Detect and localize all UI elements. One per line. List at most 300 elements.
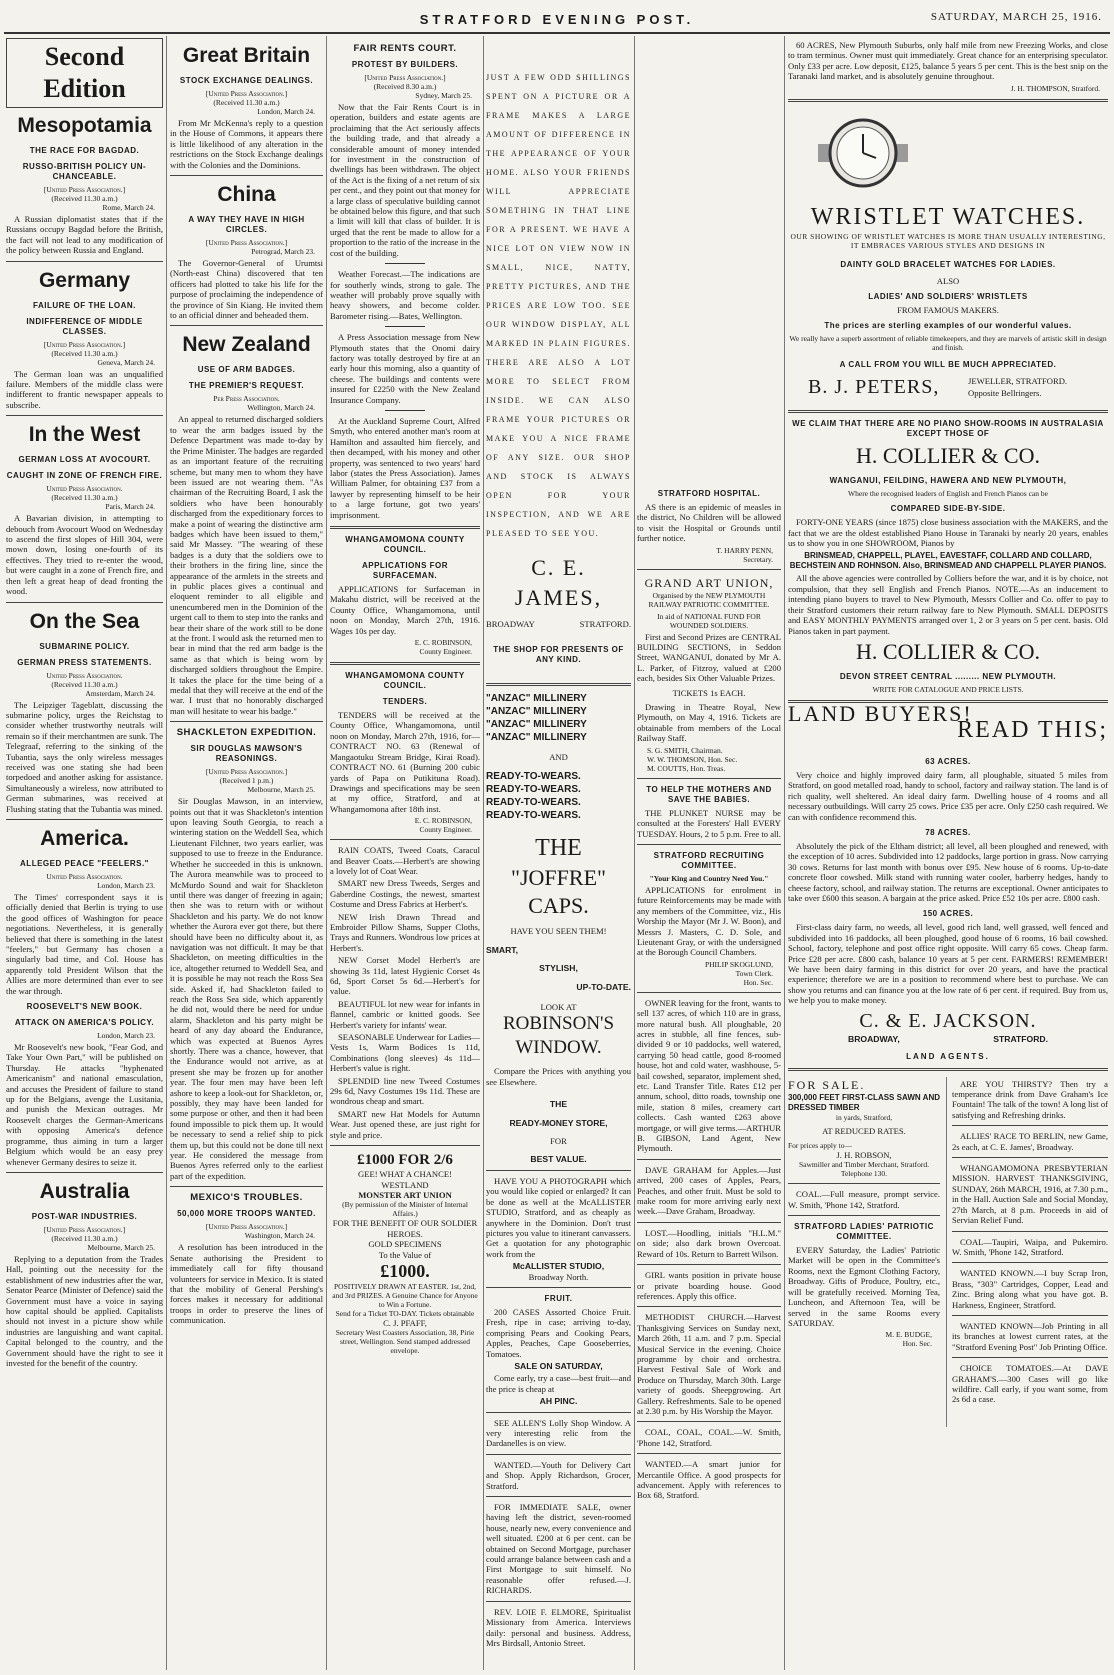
- divider: [637, 1159, 781, 1160]
- timber-rates: AT REDUCED RATES.: [822, 1126, 906, 1137]
- dateline: London, March 24.: [257, 107, 315, 116]
- section-title: Germany: [38, 268, 131, 292]
- divider: [637, 1222, 781, 1223]
- notice-body: THE PLUNKET NURSE may be consulted at the Foresters' Hall EVERY TUESDAY. Hours, 2 to 5 p.m. Free to all.: [637, 807, 781, 839]
- land-buyers-line1: LAND BUYERS!: [788, 700, 973, 726]
- store-name: READY-MONEY STORE,: [509, 1117, 608, 1128]
- peters-sig: [788, 374, 1108, 404]
- notice-body: APPLICATIONS for enrolment in future Reinforcements may be made with any members of the Committee, viz., His Worship the Mayor (Mr J. W. Boon), and Messrs J. Masters, C. D. Sole, and Lieutenant Gray, or with the undersigned at the Borough Council Chambers.: [637, 884, 781, 958]
- article-body: The Governor-General of Urumtsi (North-east China) discovered that ten officers had plotted to take his life for the purpose of proclaiming the independence of the province of Sin Kiang. He invited them to an official dinner and beheaded them.: [170, 258, 323, 321]
- lottery-line: Secretary West Coasters Association, 38, Pirie street, Wellington. Send stamped addressed envelope.: [335, 1328, 475, 1356]
- land-agent: J. H. THOMPSON, Stratford.: [1010, 83, 1100, 93]
- received-time: (Received 11.30 a.m.): [213, 98, 280, 107]
- dateline: Sydney, March 25.: [415, 91, 472, 100]
- farm-description: First-class dairy farm, no weeds, all level, good rich land, well grassed, well fenced and subdivided into 16 paddocks, all been ploughed, good house of 6 rooms, 16 bail cowshed. School, factory, telephone and post office right opposite. Will carry 65 cows. Cheap farm. Price £28 per acre. £800 cash, balance 10 years at 5 per cent. FARMERS! REMEMBER! We have been dairy farming in this district for over 20 years, and have the practical experience; therefore we are in a position to recommend where best to purchase. We can show you returns and can finance you at the low rate of 6 per cent. if required. Buy from us, we help you to make money.: [788, 922, 1108, 1006]
- signature-title: County Engineer.: [419, 825, 472, 835]
- collier-makers: BRINSMEAD, CHAPPELL, PLAYEL, EAVESTAFF, COLLARD AND COLLARD, BECHSTEIN AND ROHNSON. Also, BRINSMEAD AND CHAPPELL PLAYER PIANOS.: [789, 550, 1107, 571]
- peters-name: B. J. PETERS,: [808, 376, 940, 399]
- divider: [330, 662, 480, 665]
- section-title: On the Sea: [29, 609, 140, 633]
- small-ad: WHANGAMOMONA PRESBYTERIAN MISSION. HARVEST THANKSGIVING, SUNDAY, 26th MARCH, 1916, at 7.30 p.m., in the Hall. Auction Sale and Social Monday, 27th March, at 8 p.m. Proceeds in aid of Servian Relief Fund.: [952, 1163, 1108, 1226]
- collier-name: H. COLLIER & CO.: [856, 443, 1040, 469]
- article-body: Now that the Fair Rents Court is in operation, builders and estate agents are proclaiming that the Act seriously affects the building trade, and that already a considerable amount of money intended for investment in the construction of dwellings has been withdrawn. The object of the Act is the fixing of a net return of six per cent., and they point out that money for a large class of speculative building cannot be obtained below this figure, and that such a limit will kill that class of builder. It is urged that the rent be made to allow for a proportion to the ratio of the increase in the cost of the building.: [330, 102, 480, 258]
- received-time: (Received 11.30 a.m.): [51, 194, 118, 203]
- notice-subheading: APPLICATIONS FOR SURFACEMAN.: [361, 561, 449, 581]
- lottery-line: Send for a Ticket TO-DAY. Tickets obtainable: [335, 1308, 475, 1318]
- column-rule: [326, 36, 327, 1670]
- headline: ROOSEVELT'S NEW BOOK.: [26, 1002, 143, 1012]
- article-body: A Bavarian division, in attempting to debouch from Avocourt Wood on Wednesday to ascend the first slopes of Hill 304, were mown down, losing one-fourth of its effectives. They tried to re-enter the wood, but were caught in a zone of French fire, and then left a great heap of dead fronting the wood.: [6, 513, 163, 597]
- dateline: Melbourne, March 25.: [247, 785, 315, 795]
- received-time: (Received 11.30 a.m.): [51, 493, 118, 503]
- timber-trade: Sawmiller and Timber Merchant, Stratford. Telephone 130.: [799, 1160, 929, 1179]
- divider: [170, 721, 323, 722]
- section-title: In the West: [28, 423, 141, 447]
- masthead: [0, 0, 1114, 34]
- small-ad: COAL.—Full measure, prompt service. W. Smith, 'Phone 142, Stratford.: [788, 1189, 940, 1210]
- subheadline: GERMAN PRESS STATEMENTS.: [17, 657, 152, 667]
- notice-body: EVERY Saturday, the Ladies' Patriotic Market will be open in the Committee's Rooms, next the Egmont Clothing Factory, Broadway. Gifts of Produce, Poultry, etc., will be gratefully received. Morning Tea, Luncheon, and Afternoon Tea, will be served in the same Rooms every SATURDAY.: [788, 1245, 940, 1328]
- herbert-ad: BEAUTIFUL lot new wear for infants in flannel, cambric or knitted goods. See Herbert's variety for infants' wear.: [330, 998, 480, 1030]
- land-ad: 60 ACRES, New Plymouth Suburbs, only half mile from new Freezing Works, and close to tram terminus. Owner must quit immediately. Great chance for an enterprising speculator. Only £33 per acre. Low deposit, £125, balance 5 years 5 per cent. This is the best snip on the Taranaki land market, and is absolutely genuine throughout.: [788, 40, 1108, 82]
- fruit-body: 200 CASES Assorted Choice Fruit. Fresh, ripe in case; arriving to-day, comprising Pears and Cooking Pears, Apples, Peaches, Cape Gooseberries, Tomatoes.: [486, 1306, 631, 1359]
- column-6: [788, 38, 1108, 1668]
- received-time: (Received 8.30 a.m.): [373, 82, 437, 91]
- dateline: London, March 23.: [97, 880, 155, 890]
- herbert-ad: RAIN COATS, Tweed Coats, Caracul and Beaver Coats.—Herbert's are showing a lovely lot of Coat Wear.: [330, 845, 480, 876]
- stylish-text: STYLISH,: [539, 963, 578, 974]
- dateline: Melbourne, March 25.: [87, 1242, 155, 1252]
- divider: [788, 1183, 940, 1184]
- divider: [637, 1306, 781, 1307]
- robinsons: ROBINSON'S: [502, 1013, 615, 1035]
- small-ad: ALLIES' RACE TO BERLIN, new Game, 2s each, at C. E. James', Broadway.: [952, 1131, 1108, 1152]
- land-buyers-title: [788, 700, 1108, 751]
- news-item: A Press Association message from New Plymouth states that the Onomi dairy factory was totally destroyed by fire at an early hour this morning, also a quantity of cheese. The buildings and contents were insured for £2250 with the New Zealand Insurance Company.: [330, 332, 480, 405]
- divider: [6, 1172, 163, 1173]
- article-body: A resolution has been introduced in the Senate authorising the President to immediately call for fifty thousand volunteers for service in Mexico. It is stated that the mobility of General Pershing's forces makes it necessary for additional troops in order to preserve the lines of communication.: [170, 1242, 323, 1326]
- headline: FAILURE OF THE LOAN.: [33, 300, 136, 310]
- divider: [6, 819, 163, 820]
- bottom-ads: [788, 1077, 1108, 1427]
- column-5: [637, 38, 781, 1668]
- small-ad: ARE YOU THIRSTY? Then try a temperance drink from Dave Graham's Ice Fountain! The talk of the town! A long list of satisfying and Refreshing drinks.: [952, 1078, 1108, 1120]
- divider: [330, 839, 480, 840]
- recruit-quote: "Your King and Country Need You.": [649, 873, 769, 883]
- divider: [637, 1421, 781, 1422]
- wristwatch-illustration: [818, 108, 908, 198]
- fruit-heading: FRUIT.: [544, 1293, 573, 1303]
- utd-text: UP-TO-DATE.: [576, 981, 631, 992]
- second-edition-banner: Second Edition: [6, 38, 163, 108]
- headline: THE RACE FOR BAGDAD.: [29, 146, 140, 155]
- section-title: America.: [40, 826, 129, 850]
- divider: [170, 175, 323, 176]
- lottery-amount: £1000.: [380, 1260, 430, 1281]
- small-ad: FOR IMMEDIATE SALE, owner having left the district, seven-roomed house, nearly new, every convenience and well situated. £200 at 6 per cent. can be obtained on Second Mortgage, purchaser could arrange balance between cash and a First Mortgage to suit himself. No reasonable offer refused.—J. RICHARDS.: [486, 1502, 631, 1596]
- wristlet-body: We really have a superb assortment of reliable timekeepers, and they are marvels of artistic skill in design and finish.: [789, 334, 1107, 353]
- headline: POST-WAR INDUSTRIES.: [31, 1211, 138, 1221]
- joffre-name: "JOFFRE": [511, 865, 606, 891]
- joffre-caps: CAPS.: [528, 893, 589, 919]
- window: WINDOW.: [515, 1037, 602, 1059]
- officer: W. W. THOMSON, Hon. Sec.: [647, 754, 738, 764]
- art-union-title: GRAND ART UNION,: [644, 575, 774, 590]
- lottery-line: FOR THE BENEFIT OF OUR SOLDIER HEROES.: [332, 1218, 478, 1239]
- divider: [637, 778, 781, 779]
- column-rule: [784, 36, 785, 1670]
- article-body: An appeal to returned discharged soldiers to wear the arm badges issued by the Defence Department was made to-day by the Prime Minister. The badges are regarded as an important feature of the recruiting scheme, but many men to whom they have been issued are not wearing them. "As chairman of the Recruiting Board, I ask the soldiers who have been honourably discharged from the expeditionary forces to make a point of wearing the distinctive arm badges which have been issued to them," said Mr Massey. "The wearing of these badges is a duty that the soldiers owe to their brothers in the firing line, since the appearance of the armlets in the streets and in public places gives a continual and eloquent reminder to all eligible and unencumbered men in the Dominion of the urgent call to them to step into the ranks and bear their share of the work still to be done at the front. I would ask the returned men to bear in mind that the red arm badge is the same as that which is being worn by discharged soldiers throughout the Empire. It takes the place for the time being of a medal that they will receive at the end of the war. I trust that no honorably discharged man will hesitate to wear his badge.": [170, 414, 323, 716]
- section-title: Australia: [39, 1179, 130, 1203]
- signature-title: Hon. Sec.: [902, 1339, 932, 1349]
- divider: [170, 1186, 323, 1187]
- article-body: The German loan was an unqualified failure. Members of the middle class were indifferent to frantic newspaper appeals to subscribe.: [6, 368, 163, 410]
- lottery-line: C. J. PFAFF,: [383, 1317, 427, 1328]
- farm-acreage: 63 ACRES.: [925, 756, 971, 766]
- dateline: London, March 23.: [97, 1031, 155, 1041]
- headline: A WAY THEY HAVE IN HIGH CIRCLES.: [188, 215, 305, 235]
- signature-title: Town Clerk.: [735, 968, 773, 978]
- divider: [6, 415, 163, 416]
- timber-apply: For prices apply to—: [788, 1140, 852, 1150]
- herbert-ad: SEASONABLE Underwear for Ladies—Vests 1s, Warm Bodices 1s 11d, Combinations (long sleeves) 4s 11d—Herbert's value is right.: [330, 1032, 480, 1074]
- land-buyers-line2: READ THIS;: [957, 716, 1108, 743]
- press-credit: Per Press Association.: [213, 394, 280, 404]
- divider: [637, 844, 781, 845]
- best-value: BEST VALUE.: [530, 1154, 587, 1165]
- divider: [788, 99, 1108, 102]
- divider: [486, 683, 631, 686]
- divider: [486, 1170, 631, 1171]
- subheadline: ATTACK ON AMERICA'S POLICY.: [14, 1018, 155, 1028]
- look-at: LOOK AT: [540, 1002, 577, 1013]
- for-text: FOR: [550, 1136, 567, 1147]
- divider: [952, 1315, 1108, 1316]
- received-time: (Received 11.30 a.m.): [51, 1233, 118, 1243]
- art-union-aid: In aid of NATIONAL FUND FOR WOUNDED SOLDIERS.: [657, 611, 761, 630]
- dateline: Amsterdam, March 24.: [85, 688, 155, 698]
- timber-merchant: J. H. ROBSON,: [836, 1149, 892, 1160]
- small-ad: COAL, COAL, COAL.—W. Smith, 'Phone 142, Stratford.: [637, 1427, 781, 1448]
- divider: [486, 1287, 631, 1288]
- collier-where: Where the recognised leaders of English and French Pianos can be: [848, 489, 1048, 499]
- small-ad: REV. LOIE F. ELMORE, Spiritualist Missionary from America. Interviews daily: personal and business. Address, Mrs Birdsall, Antonio Street.: [486, 1606, 631, 1648]
- divider: [952, 1357, 1108, 1358]
- herbert-ad: NEW Corset Model Herbert's are showing 3s 11d, latest Hygienic Corset 4s 6d, Sport Corset 5s 6d.—Herbert's for value.: [330, 955, 480, 997]
- wristlet-line: DAINTY GOLD BRACELET WATCHES FOR LADIES.: [840, 259, 1056, 269]
- officer: M. COUTTS, Hon. Treas.: [647, 763, 726, 773]
- received-time: (Received 1 p.m.): [219, 776, 274, 786]
- divider: [6, 602, 163, 603]
- article-body: The Times' correspondent says it is officially denied that Berlin is trying to use the good offices of Washington for peace negotiations. Nevertheless, it is generally believed that there is something in the latest "feelers," but Germany has chosen a singularly bad time, and Col. House has apparently told President Wilson that the Allies are more determined than ever to see the war through.: [6, 891, 163, 996]
- notice-body: AS there is an epidemic of measles in the district, No Children will be allowed to visit the Hospital or Grounds until further notice.: [637, 502, 781, 544]
- collier-body: All the above agencies were controlled by Colliers before the war, and it is by choice, not compulsion, that they sell English and French Pianos. NOTE.—As an inducement to intending piano buyers to travel to New Plymouth, Messrs Collier and Co. offer to pay to their Stratford customers their return railway fare to New Plymouth. SMALL DEPOSITS and EASY MONTHLY PAYMENTS arranged over 1, 2 or 3 years on 5 per cent. basis. Old Pianos taken in part payment.: [788, 573, 1108, 636]
- notice-heading: TO HELP THE MOTHERS AND SAVE THE BABIES.: [646, 784, 772, 804]
- divider: [330, 526, 480, 529]
- press-credit: [United Press Association.]: [205, 767, 288, 777]
- anzac-line: "ANZAC" MILLINERY: [486, 706, 587, 717]
- art-union-body: First and Second Prizes are CENTRAL BUILDING SECTIONS, in Seddon Street, WANGANUI, donated by Mr A. L. Parker, of Fitzroy, valued at £200 each, besides Six Other Valuable Prizes.: [637, 631, 781, 684]
- lottery-line: WESTLAND: [381, 1179, 429, 1190]
- section-title: Mesopotamia: [17, 114, 152, 137]
- divider: [6, 261, 163, 262]
- lottery-ad: [330, 1151, 480, 1355]
- wristlet-call: A CALL FROM YOU WILL BE MUCH APPRECIATED.: [839, 360, 1057, 370]
- officer: S. G. SMITH, Chairman.: [647, 745, 723, 755]
- small-ad: COAL—Taupiri, Waipa, and Pukemiro. W. Smith, 'Phone 142, Stratford.: [952, 1236, 1108, 1257]
- wristlet-also: ALSO: [936, 275, 960, 286]
- section-title: Great Britain: [182, 44, 311, 67]
- art-union-org: Organised by the NEW PLYMOUTH RAILWAY PATRIOTIC COMMITTEE.: [648, 590, 770, 609]
- column-rule: [483, 36, 484, 1670]
- signature-title: County Engineer.: [419, 647, 472, 657]
- james-ad-body: JUST A FEW ODD SHILLINGS SPENT ON A PICTURE OR A FRAME MAKES A LARGE AMOUNT OF DIFFERENCE IN THE APPEARANCE OF YOUR HOME. ALSO YOUR FRIENDS WILL APPRECIATE SOMETHING IN THAT LINE FOR A PRESENT. WE HAVE A NICE LOT ON VIEW NOW IN SMALL, NICE, NATTY, PRETTY PICTURES, AND THE PRICES ARE LOW TOO. SEE OUR WINDOW DISPLAY, ALL MARKED IN PLAIN FIGURES. THERE ARE ALSO A LOT MORE TO SELECT FROM INSIDE. WE CAN ALSO FRAME YOUR PICTURES OR MAKE YOU A NICE FRAME OF ANY SIZE. OUR SHOP AND STOCK IS ALWAYS OPEN FOR YOUR INSPECTION, AND WE ARE PLEASED TO SEE YOU.: [486, 73, 631, 538]
- timber-yards: in yards, Stratford,: [835, 1113, 893, 1123]
- notice-subheading: TENDERS.: [382, 697, 428, 707]
- notice-heading: WHANGAMOMONA COUNTY COUNCIL.: [345, 671, 465, 691]
- notice-heading: WHANGAMOMONA COUNTY COUNCIL.: [345, 535, 465, 555]
- divider: [486, 1454, 631, 1455]
- tickets: TICKETS 1s EACH.: [672, 687, 746, 698]
- address-town: STRATFORD.: [579, 619, 631, 629]
- collier-towns: WANGANUI, FEILDING, HAWERA AND NEW PLYMOUTH,: [829, 476, 1067, 486]
- masthead-rule: [4, 32, 1110, 34]
- dateline: Wellington, March 24.: [247, 403, 315, 413]
- subheadline: RUSSO-BRITISH POLICY UN-CHANCEABLE.: [22, 162, 147, 181]
- small-ad: OWNER leaving for the front, wants to sell 137 acres, of which 110 are in grass, more natural bush. All ploughable, 20 acres in stubble, all fine fences, sub-divided 9 or 10 paddocks, well watered, carrying 50 head cattle, good 8-roomed house, hot and cold water, washhouse, 5-bail cowshed, separator, implement shed, etc. Land Transfer Title. Rates £12 per annum, school, ditto roads, township one mile, station 8 miles, creamery cart collects. Cash wanted £263 above mortgage, or will give terms.—ARTHUR B. GIBSON, Land Agent, New Plymouth.: [637, 997, 781, 1154]
- divider: [637, 1264, 781, 1265]
- press-credit: [United Press Association.]: [43, 185, 126, 194]
- headline: SHACKLETON EXPEDITION.: [176, 727, 317, 739]
- divider: [952, 1262, 1108, 1263]
- press-credit: [United Press Association.]: [205, 238, 288, 248]
- headline: FAIR RENTS COURT.: [353, 43, 457, 54]
- anzac-and: AND: [549, 752, 568, 762]
- column-5-top: [637, 38, 781, 483]
- collier-catalogue: WRITE FOR CATALOGUE AND PRICE LISTS.: [872, 684, 1024, 694]
- dateline: Petrograd, March 23.: [251, 247, 315, 257]
- article-body: Mr Roosevelt's new book, "Fear God, and Take Your Own Part," will be published on Thursday. He attacks "hyphenated Americanism" and national emasculation, and accuses the President of failure to stand up for the Belgians, avenge the Lusitania, and punish the Mexican outrages. Mr Roosevelt charges the German-Americans with opposing America's defence programme, thus aiming in turn a larger Belgium which would be an easy prey whenever Germany desires to seize it.: [6, 1042, 163, 1167]
- timber-line: 300,000 FEET FIRST-CLASS SAWN AND DRESSED TIMBER: [788, 1092, 940, 1113]
- article-body: From Mr McKenna's reply to a question in the House of Commons, it appears there is little likelihood of any alteration in the restrictions on the Stock Exchange dealings with the Colonies and the Dominions.: [170, 118, 323, 170]
- art-union-body: Drawing in Theatre Royal, New Plymouth, on May 4, 1916. Tickets are obtainable from members of the Local Railway Staff.: [637, 702, 781, 744]
- collier-address: DEVON STREET CENTRAL ......... NEW PLYMOUTH.: [839, 671, 1057, 681]
- herbert-ad: NEW Irish Drawn Thread and Embroider Pillow Shams, Supper Cloths, Trays and Runners. Wondrous low prices at Herbert's.: [330, 911, 480, 953]
- farm-description: Very choice and highly improved dairy farm, all ploughable, situated 5 miles from Stratford, on good metalled road, handy to school, factory and railway station. The land is of rich quality, well sheltered. An ideal dairy farm. Dwelling house of 4 rooms and all necessary outbuildings. Will carry 25 cows. Price £35 per acre. Only £250 cash required. We can with confidence recommend this.: [788, 769, 1108, 822]
- small-ad: WANTED KNOWN.—I buy Scrap Iron, Brass, "303" Cartridges, Copper, Lead and Zinc. Bring along what you have got. B. Harkness, Engineer, Stratford.: [952, 1268, 1108, 1310]
- divider: [385, 326, 425, 327]
- divider: [330, 1145, 480, 1146]
- compare-text: Compare the Prices with anything you see Elsewhere.: [486, 1066, 631, 1087]
- subheadline: CAUGHT IN ZONE OF FRENCH FIRE.: [6, 471, 163, 481]
- anzac-line: "ANZAC" MILLINERY: [486, 719, 587, 730]
- received-time: (Received 11.30 a.m.): [51, 679, 118, 689]
- subheadline: THE PREMIER'S REQUEST.: [188, 381, 305, 391]
- jackson-street: BROADWAY,: [848, 1033, 900, 1044]
- column-rule: [946, 1077, 947, 1427]
- jackson-agents: LAND AGENTS.: [906, 1051, 990, 1061]
- studio-name: McALLISTER STUDIO,: [512, 1261, 605, 1272]
- jackson-name: C. & E. JACKSON.: [859, 1009, 1037, 1032]
- bottom-right-ads: [952, 1077, 1108, 1407]
- divider: [637, 992, 781, 993]
- farm-description: Absolutely the pick of the Eltham district; all level, all been ploughed and renewed, with the exception of 10 acres. Subdivided into 12 paddocks, large portion in grass. Now carrying 30 cows. Returns for last month with bonus over £95. New house of 6 rooms. Up-to-date concrete floor cowshed. Milk stand with running water cooler, barberry hedges, handy to cheese factory, school, and railway station. The returns are exceptional. Owner anticipates to take over £600 this season. A bargain at the price asked. Price £52 10s per acre. £800 cash.: [788, 840, 1108, 903]
- divider: [385, 410, 425, 411]
- small-ad: DAVE GRAHAM for Apples.—Just arrived, 200 cases of Apples, Pears, Peaches, and other fruit. Must be sold to make room for more arriving early next week.—Dave Graham, Broadway.: [637, 1164, 781, 1217]
- farm-acreage: 150 ACRES.: [922, 909, 974, 919]
- for-sale-heading: FOR SALE.: [788, 1077, 866, 1092]
- jackson-town: STRATFORD.: [993, 1033, 1048, 1044]
- column-1: [6, 38, 163, 1668]
- herbert-ad: SMART new Dress Tweeds, Serges and Gaberdine Costings, the newest, smartest Costume and Dress Fabrics at Herbert's.: [330, 878, 480, 910]
- ad-tagline: THE SHOP FOR PRESENTS OF ANY KIND.: [493, 645, 624, 664]
- joffre-the: THE: [535, 835, 582, 862]
- lottery-line: GEE! WHAT A CHANCE!: [358, 1169, 452, 1180]
- divider: [952, 1125, 1108, 1126]
- notice-body: APPLICATIONS for Surfaceman in Makahu district, will be received at the County Office, Whangamomona, until noon on Monday, March 27th, 1916. Wages 10s per day.: [330, 584, 480, 636]
- notice-body: TENDERS will be received at the County Office, Whangamomona, until noon on Monday, March 27th, 1916, for— CONTRACT NO. 63 (Renewal of Mangaotuku Stream Bridge, Kirai Road). CONTRACT NO. 61 (Burning 200 cubic yards of Papa on Putikituna Road). Drawings and specifications may be seen at my office, Stratford, and at Whangamomona after 18th inst.: [330, 710, 480, 814]
- press-credit: [United Press Association.]: [205, 1222, 288, 1232]
- smart-text: SMART,: [486, 944, 518, 955]
- press-credit: [United Press Association.]: [364, 73, 446, 82]
- sale-day: SALE ON SATURDAY,: [514, 1360, 603, 1371]
- the-text: THE: [549, 1099, 568, 1110]
- section-title: China: [217, 183, 276, 207]
- headline: MEXICO'S TROUBLES.: [190, 1192, 303, 1204]
- signature: T. HARRY PENN,: [716, 545, 773, 555]
- seen-them: HAVE YOU SEEN THEM!: [510, 926, 607, 937]
- rtw-line: READY-TO-WEARS.: [486, 784, 581, 796]
- collier-side: COMPARED SIDE-BY-SIDE.: [890, 504, 1006, 514]
- small-ad: WANTED KNOWN—Job Printing in all its branches at lowest current rates, at the "Stratford Evening Post" Job Printing Office.: [952, 1320, 1108, 1352]
- lottery-line: To the Value of: [378, 1249, 432, 1260]
- divider: [637, 1453, 781, 1454]
- rtw-line: READY-TO-WEARS.: [486, 810, 581, 822]
- signature: E. C. ROBINSON,: [414, 816, 472, 826]
- anzac-ad: [486, 692, 631, 1165]
- headline: STOCK EXCHANGE DEALINGS.: [179, 76, 314, 85]
- press-credit: [United Press Association.]: [205, 89, 288, 98]
- news-item: At the Auckland Supreme Court, Alfred Smyth, who entered another man's room at Hamilton and assaulted him fiercely, and then decamped, with his money and other property, was sentenced to two years' hard labor (states the Press Association). James William Palmer, for obtaining £37 from a lawyer by representing himself to be heir to a large fortune, got two years' imprisonment.: [330, 415, 480, 520]
- article-body: A Russian diplomatist states that if the Russians occupy Bagdad before the British, the fact will not lead to any modification of the policy between Russia and England.: [6, 214, 163, 256]
- dateline: Paris, March 24.: [105, 502, 155, 512]
- herbert-ad: SPLENDID line new Tweed Costumes 29s 6d, Navy Costumes 19s 11d. These are wondrous cheap and smart.: [330, 1075, 480, 1107]
- small-ad: LOST.—Hoodling, initials "H.L.M." on side; also dark brown Overcoat. Reward of 10s. Return to Barrett Wilson.: [637, 1227, 781, 1259]
- address-street: BROADWAY: [486, 619, 535, 629]
- small-ad: METHODIST CHURCH.—Harvest Thanksgiving Services on Sunday next, March 26th, 11 a.m. and 7 p.m. Special Musical Service in the evening. Choice programme by choir and orchestra. Harvest Festival Sale of Work and Produce on Thursday, March 30th. Large variety of goods. Sheepgrowing. Art Gallery. Refreshments. Sale to be opened at 2.30 p.m. by His Worship the Mayor.: [637, 1312, 781, 1416]
- lottery-line: GOLD SPECIMENS: [368, 1239, 442, 1250]
- small-ad: CHOICE TOMATOES.—At DAVE GRAHAM'S.—300 Cases will go like wildfire. Call early, if you want some, from 2s 6d a case.: [952, 1363, 1108, 1405]
- dateline: Rome, March 24.: [102, 203, 155, 212]
- wristlet-line: LADIES' AND SOLDIERS' WRISTLETS: [868, 292, 1028, 302]
- signature: M. E. BUDGE,: [885, 1330, 932, 1340]
- rtw-line: READY-TO-WEARS.: [486, 797, 581, 809]
- wristlet-line: FROM FAMOUS MAKERS.: [897, 305, 999, 316]
- small-ad: SEE ALLEN'S Lolly Shop Window. A very interesting relic from the Dardanelles is on view.: [486, 1417, 631, 1449]
- section-title: New Zealand: [182, 333, 311, 357]
- collier-name: H. COLLIER & CO.: [856, 638, 1040, 664]
- press-credit: United Press Association.: [46, 871, 123, 881]
- column-rule: [634, 36, 635, 1670]
- divider: [486, 1412, 631, 1413]
- peters-trade: JEWELLER, STRATFORD.: [968, 376, 1068, 387]
- divider: [486, 1496, 631, 1497]
- notice-heading: STRATFORD HOSPITAL.: [657, 489, 761, 498]
- received-time: (Received 11.30 a.m.): [51, 348, 118, 358]
- wristlet-title: WRISTLET WATCHES.: [810, 203, 1086, 230]
- herbert-ad: SMART new Hat Models for Autumn Wear. Just opened these, are just right for style and price.: [330, 1108, 480, 1140]
- lottery-line: (By permission of the Minister of Internal Affairs.): [342, 1200, 468, 1219]
- signature: E. C. ROBINSON,: [414, 638, 472, 648]
- weather-forecast: Weather Forecast.—The indications are for southerly winds, strong to gale. The weather will probably prove squally with heavy showers, and become colder. Barometer rising.—Bates, Wellington.: [330, 269, 480, 321]
- anzac-line: "ANZAC" MILLINERY: [486, 693, 587, 704]
- column-rule: [166, 36, 167, 1670]
- headline: USE OF ARM BADGES.: [197, 365, 296, 375]
- collier-body: FORTY-ONE YEARS (since 1875) close business association with the MAKERS, and the fact that we are the oldest established Piano House in Taranaki by nearly 20 years, enables us to show you in one SHOWROOM, Pianos by: [788, 517, 1108, 549]
- lottery-line: POSITIVELY DRAWN AT EASTER. 1st, 2nd, and 3rd PRIZES. A Genuine Chance for Anyone to Win a Fortune.: [332, 1281, 478, 1309]
- small-ad: GIRL wants position in private house or private boarding house. Good references. Apply this office.: [637, 1270, 781, 1301]
- article-body: Sir Douglas Mawson, in an interview, points out that it was Shackleton's intention upon leaving South Georgia, to reach a wintering station on the Weddell Sea, which Lieutenant Filchner, two years earlier, was supposed to use to freeze in the Endurance. Whether he succeeded in this is unknown. The Aurora meanwhile was to proceed to McMurdo Sound and wait for Shackleton until there was danger of freezing in again; then she was to return with or without Shackleton and his party. We do not know whether the Aurora ever got there, but there should have been no difficulty about it, as navigation was not difficult. It may be that Shackleton, on meeting difficulties in the ice, altogether returned to Weddell Sea, and it is possible he may not reach the Ross Sea side. Asked if, had Shackleton failed to reach the Ross Sea side, which apparently he did not, would there be need for undue alarm, Shackleton and his party might be heard of any day aboard the Endurance, which was expected at Buenos Ayres shortly. There was a chance, however, that the Endurance would not arrive, as at present she may be frozen up for another year. The four men may have been left ashore to keep a look-out for Shackleton, or, possibly, they may have been landed for some purpose or other, and then it had been found impossible to pick them up. It would be necessary to send a relief ship to pick them up, but this could not be done till next year. He considered the message from Buenos Ayres referred only to the earliest part of the expedition.: [170, 796, 323, 1181]
- rtw-line: READY-TO-WEARS.: [486, 771, 581, 783]
- dateline: Geneva, March 24.: [97, 357, 155, 367]
- newspaper-title: STRATFORD EVENING POST.: [419, 12, 695, 27]
- column-4: [486, 38, 631, 1668]
- anzac-line: "ANZAC" MILLINERY: [486, 732, 587, 743]
- signature-title: Secretary.: [743, 554, 773, 564]
- photo-ad: HAVE YOU A PHOTOGRAPH which you would like copied or enlarged? It can be done as well at the McALLISTER STUDIO, Stratford, and as cheaply as anywhere in the Dominion. Don't trust pictures you value to itinerant canvassers. Get a quotation for any photographic work from the: [486, 1175, 631, 1259]
- divider: [952, 1231, 1108, 1232]
- subheadline: INDIFFERENCE OF MIDDLE CLASSES.: [26, 316, 143, 336]
- watch-icon: [818, 108, 908, 198]
- divider: [170, 325, 323, 326]
- dateline: Washington, March 24.: [244, 1231, 315, 1241]
- divider: [952, 1157, 1108, 1158]
- divider: [788, 1068, 1108, 1071]
- peters-address: Opposite Bellringers.: [968, 388, 1042, 399]
- press-credit: [United Press Association.]: [43, 339, 126, 349]
- farm-acreage: 78 ACRES.: [925, 827, 971, 837]
- press-credit: United Press Association.: [46, 484, 123, 494]
- headline: ALLEGED PEACE "FEELERS.": [20, 858, 149, 868]
- notice-heading: STRATFORD LADIES' PATRIOTIC COMMITTEE.: [794, 1222, 934, 1242]
- signature-title: Hon. Sec.: [743, 977, 773, 987]
- divider: [637, 569, 781, 570]
- column-3: [330, 38, 480, 1668]
- subheadline: 50,000 MORE TROOPS WANTED.: [177, 1209, 316, 1219]
- divider: [788, 410, 1108, 413]
- article-body: Replying to a deputation from the Trades Hall, pointing out the necessity for the establishment of new industries after the war, Senator Pearce (Minister of Defence) said the Government must have a voice in saying how capital should be applied. Capitalists should not invest in a picture show while industries are languishing and want capital. Capital belonged to the country, and the Government should have the right to see it invested for the benefit of the country.: [6, 1253, 163, 1368]
- small-ad: WANTED.—Youth for Delivery Cart and Shop. Apply Richardson, Grocer, Stratford.: [486, 1459, 631, 1491]
- wristlet-body: OUR SHOWING OF WRISTLET WATCHES IS MORE THAN USUALLY INTERESTING, IT EMBRACES VARIOUS STYLES AND DESIGNS IN: [790, 231, 1106, 250]
- divider: [385, 263, 425, 264]
- collier-claim: WE CLAIM THAT THERE ARE NO PIANO SHOW-ROOMS IN AUSTRALASIA EXCEPT THOSE OF: [792, 419, 1104, 439]
- headline: SUBMARINE POLICY.: [39, 641, 130, 651]
- headline: GERMAN LOSS AT AVOCOURT.: [18, 455, 151, 465]
- lottery-price: £1000 FOR 2/6: [357, 1152, 453, 1169]
- wristlet-line: The prices are sterling examples of our wonderful values.: [824, 321, 1072, 331]
- lottery-line: MONSTER ART UNION: [358, 1189, 452, 1200]
- column-2: [170, 38, 323, 1668]
- studio-address: Broadway North.: [528, 1271, 589, 1282]
- jackson-address: [788, 1034, 1108, 1046]
- notice-heading: STRATFORD RECRUITING COMMITTEE.: [653, 850, 765, 870]
- press-credit: United Press Association.: [46, 670, 123, 680]
- issue-date: SATURDAY, MARCH 25, 1916.: [930, 11, 1102, 23]
- press-credit: [United Press Association.]: [43, 1224, 126, 1234]
- advertiser-name: C. E. JAMES,: [514, 555, 603, 610]
- fruit-body: Come early, try a case—best fruit—and the price is cheap at: [486, 1373, 631, 1394]
- bottom-left-ads: [788, 1077, 940, 1349]
